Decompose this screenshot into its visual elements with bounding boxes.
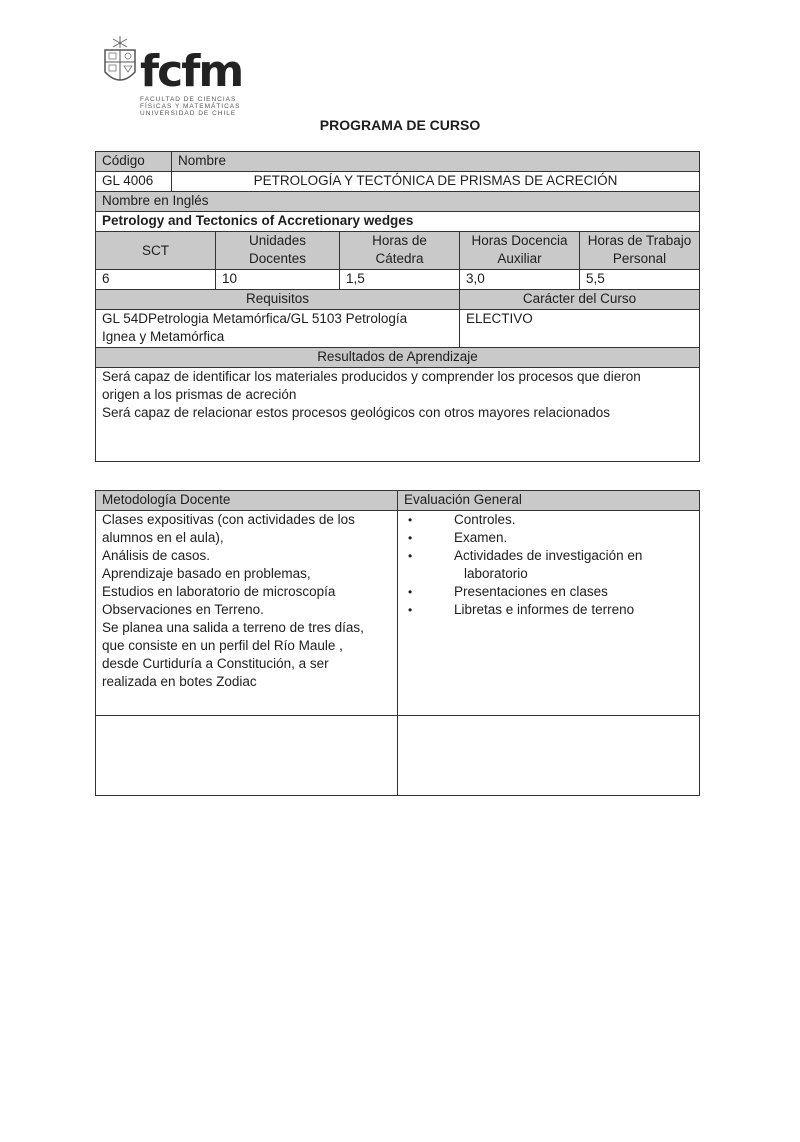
bullet-icon: • — [408, 531, 413, 545]
evaluacion-list — [404, 511, 693, 619]
header-line: Personal — [612, 251, 667, 266]
nombre-ingles-value: Petrology and Tectonics of Accretionary wedges — [96, 212, 700, 232]
bullet-icon: • — [408, 585, 413, 599]
resultados-label: Resultados de Aprendizaje — [96, 348, 700, 368]
resultados-line: Será capaz de relacionar estos procesos geológicos con otros mayores relacionados — [102, 405, 611, 420]
nombre-value: PETROLOGÍA Y TECTÓNICA DE PRISMAS DE ACRECIÓN — [172, 172, 700, 192]
requisitos-label: Requisitos — [96, 290, 460, 310]
list-item-text: Presentaciones en clases — [454, 584, 608, 599]
metodologia-evaluacion-table — [95, 490, 700, 796]
horas-auxiliar-value: 3,0 — [460, 270, 580, 290]
header-line: Docentes — [248, 251, 307, 266]
resultados-value — [96, 368, 700, 462]
document-title: PROGRAMA DE CURSO — [319, 117, 481, 133]
list-item — [404, 547, 693, 583]
bullet-icon: • — [408, 513, 413, 527]
logo-tagline-line: FÍSICAS Y MATEMÁTICAS — [140, 103, 241, 110]
metodologia-line: Se planea una salida a terreno de tres días, — [102, 620, 364, 635]
course-info-table — [95, 151, 700, 462]
list-item — [404, 583, 693, 601]
empty-cell — [96, 716, 398, 796]
codigo-label: Código — [96, 152, 172, 172]
codigo-value: GL 4006 — [96, 172, 172, 192]
list-item-text: Controles. — [454, 512, 516, 527]
bullet-icon: • — [408, 549, 413, 563]
header-line: Horas Docencia — [471, 233, 568, 248]
list-item-text: Examen. — [454, 530, 508, 545]
metodologia-line: Observaciones en Terreno. — [102, 602, 264, 617]
header-line: Horas de — [372, 233, 427, 248]
list-item — [404, 529, 693, 547]
metodologia-line: Aprendizaje basado en problemas, — [102, 566, 311, 581]
list-item-text-continued: laboratorio — [464, 566, 528, 581]
logo-tagline — [140, 96, 240, 117]
logo-tagline-line: UNIVERSIDAD DE CHILE — [140, 110, 237, 117]
horas-trabajo-label — [580, 232, 700, 270]
unidades-value: 10 — [216, 270, 340, 290]
evaluacion-label: Evaluación General — [398, 491, 700, 511]
horas-auxiliar-label — [460, 232, 580, 270]
requisitos-line: Ignea y Metamórfica — [102, 329, 225, 344]
metodologia-line: Análisis de casos. — [102, 548, 211, 563]
header-line: Unidades — [248, 233, 307, 248]
caracter-label: Carácter del Curso — [460, 290, 700, 310]
logo-tagline-line: FACULTAD DE CIENCIAS — [140, 96, 237, 103]
list-item-text: Actividades de investigación en — [454, 548, 643, 563]
requisitos-value — [96, 310, 460, 348]
metodologia-line: Estudios en laboratorio de microscopía — [102, 584, 336, 599]
metodologia-line: realizada en botes Zodiac — [102, 674, 257, 689]
list-item — [404, 511, 693, 529]
metodologia-line: Clases expositivas (con actividades de los — [102, 512, 355, 527]
list-item — [404, 601, 693, 619]
metodologia-line: alumnos en el aula), — [102, 530, 224, 545]
resultados-line: Será capaz de identificar los materiales producidos y comprender los procesos que dieron — [102, 369, 641, 384]
nombre-label: Nombre — [172, 152, 700, 172]
nombre-ingles-label: Nombre en Inglés — [96, 192, 700, 212]
horas-catedra-value: 1,5 — [340, 270, 460, 290]
requisitos-line: GL 54DPetrologia Metamórfica/GL 5103 Petrología — [102, 311, 408, 326]
logo-brand-text: fcfm — [140, 46, 243, 97]
sct-value: 6 — [96, 270, 216, 290]
header-line: Auxiliar — [497, 251, 542, 266]
empty-cell — [398, 716, 700, 796]
evaluacion-value — [398, 511, 700, 716]
metodologia-label: Metodología Docente — [96, 491, 398, 511]
resultados-line: origen a los prismas de acreción — [102, 387, 297, 402]
header-line: Horas de Trabajo — [587, 233, 692, 248]
sct-label: SCT — [96, 232, 216, 270]
horas-catedra-label — [340, 232, 460, 270]
unidades-label — [216, 232, 340, 270]
caracter-value: ELECTIVO — [460, 310, 700, 348]
metodologia-line: que consiste en un perfil del Río Maule , — [102, 638, 343, 653]
list-item-text: Libretas e informes de terreno — [454, 602, 635, 617]
metodologia-line: desde Curtiduría a Constitución, a ser — [102, 656, 329, 671]
fcfm-logo — [100, 32, 243, 122]
bullet-icon: • — [408, 603, 413, 617]
university-shield-icon — [102, 36, 138, 88]
metodologia-value — [96, 511, 398, 716]
horas-trabajo-value: 5,5 — [580, 270, 700, 290]
header-line: Cátedra — [375, 251, 424, 266]
